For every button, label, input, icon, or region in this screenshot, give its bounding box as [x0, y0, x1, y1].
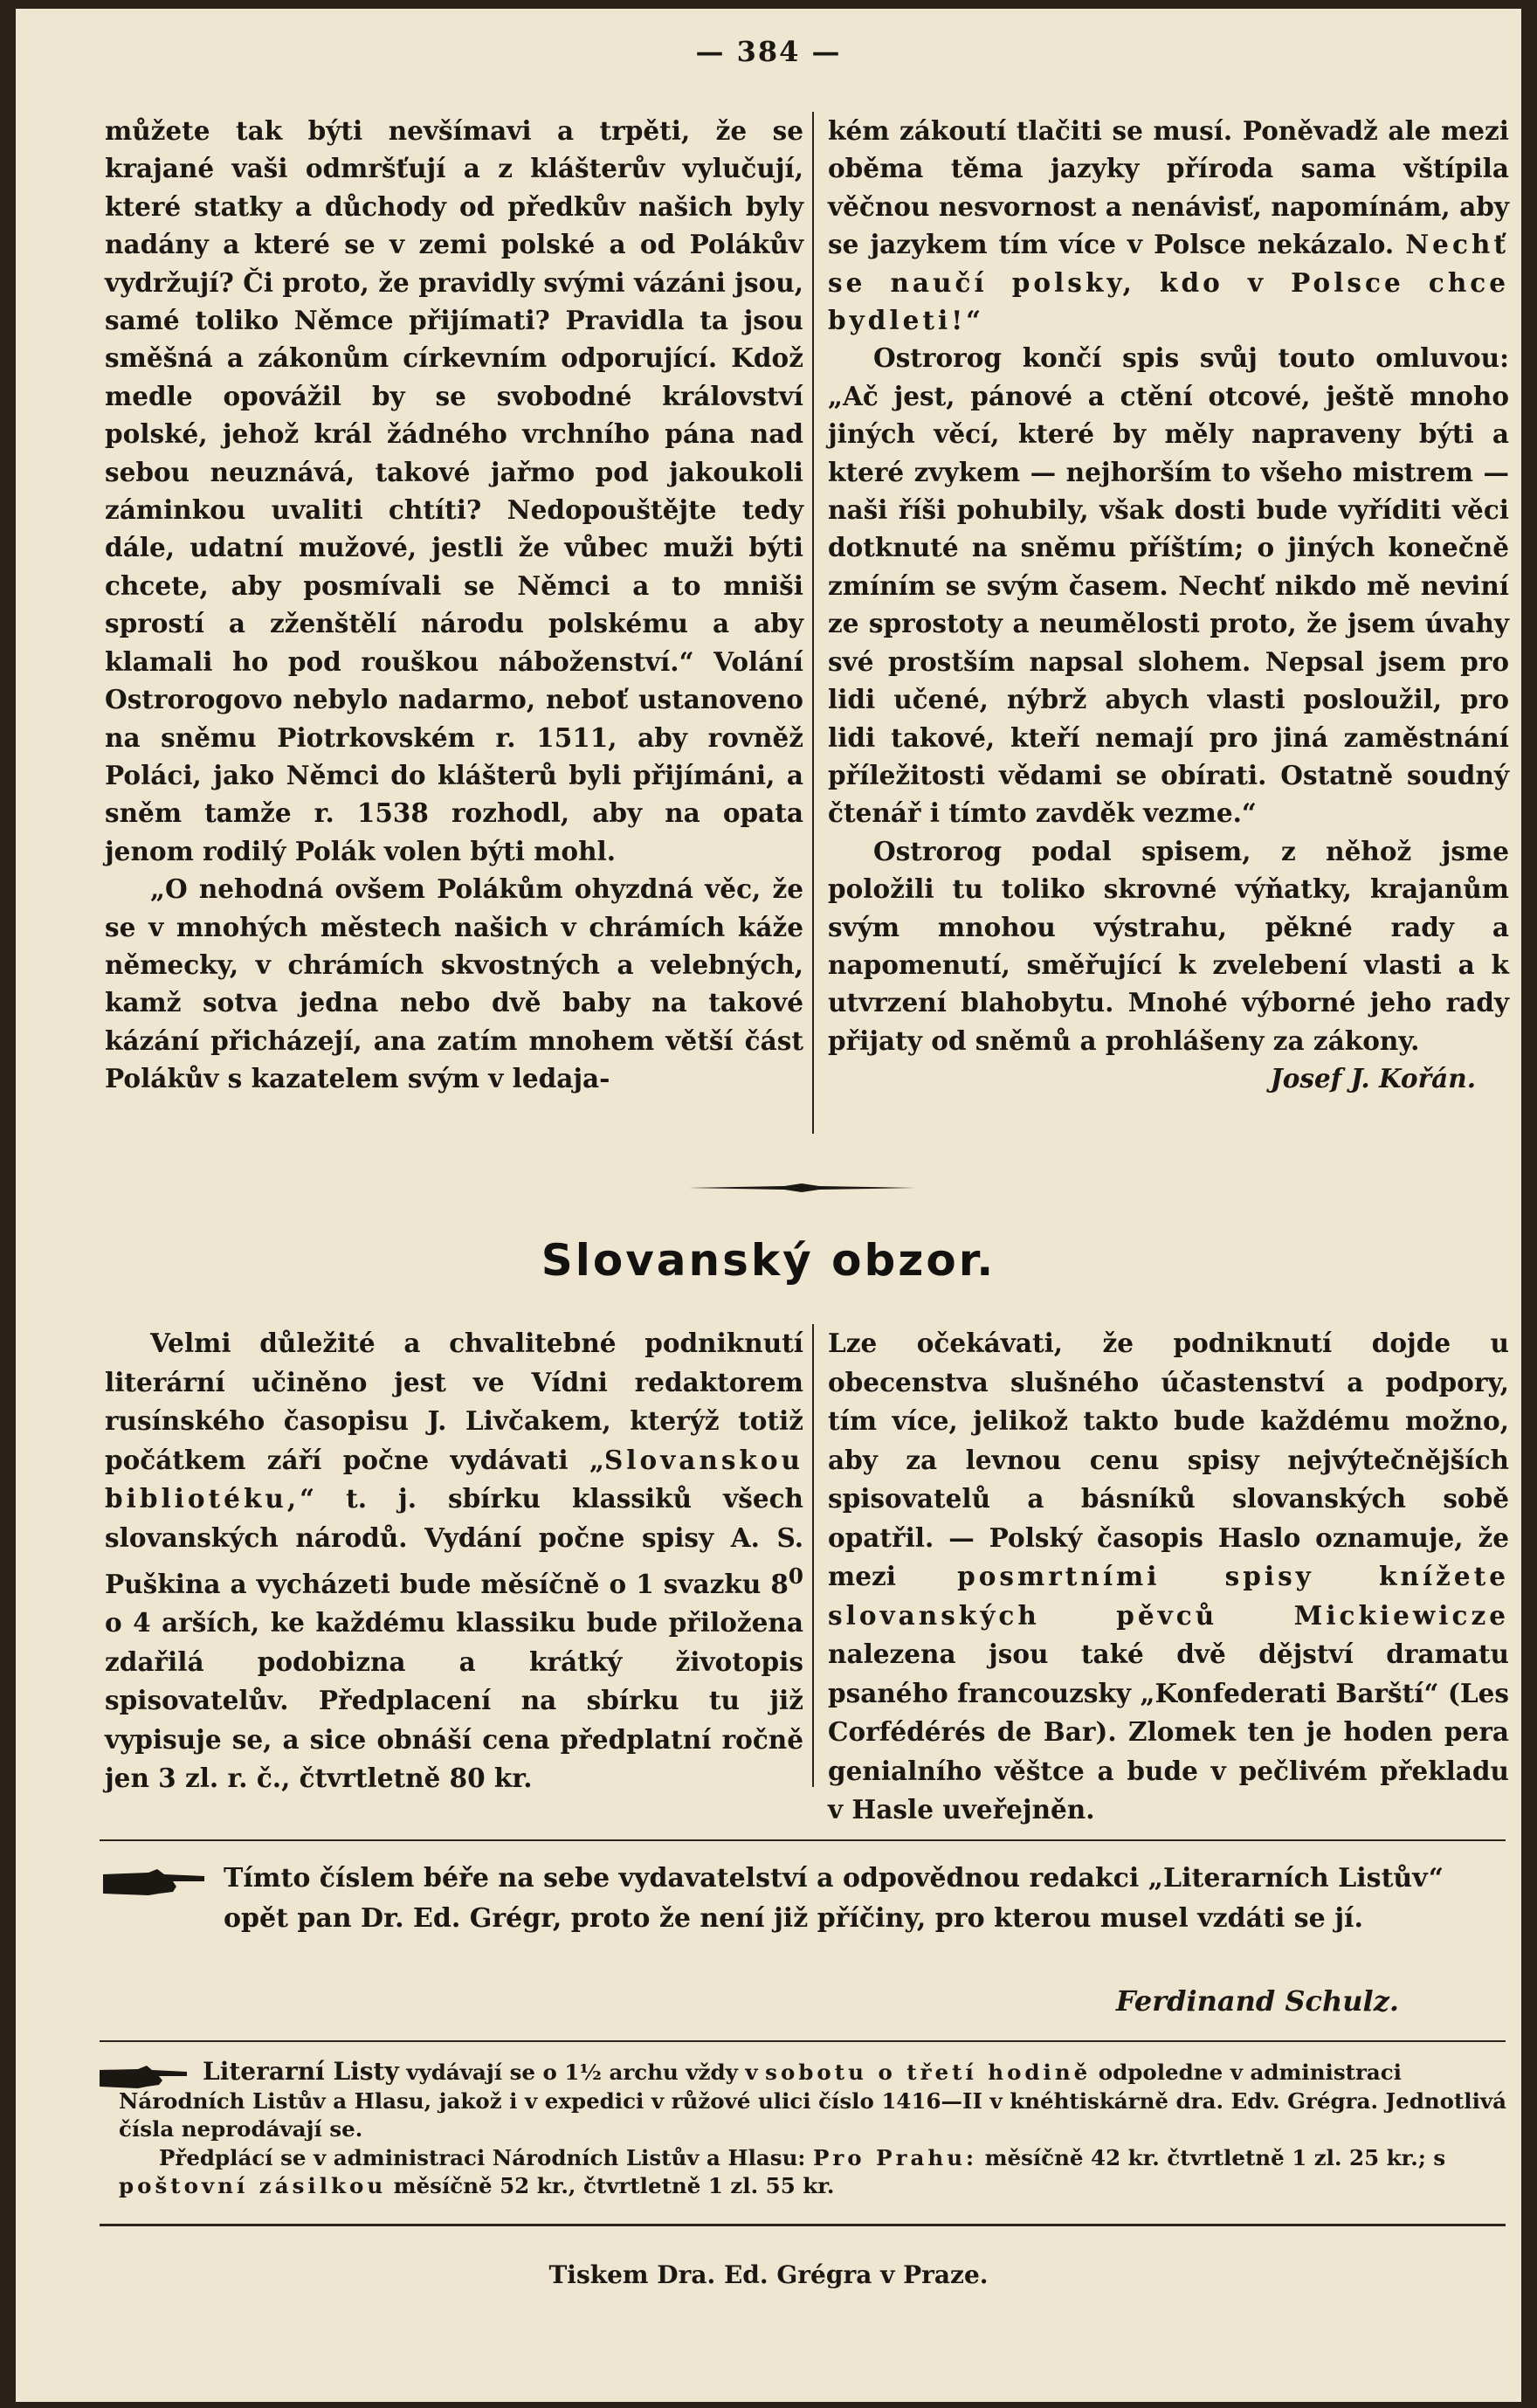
left-column — [105, 112, 803, 1098]
publication-spaced-1: sobotu o třetí hodině — [765, 2060, 1092, 2085]
right-p1-spaced: Nechť se naučí polsky, kdo v Polsce chce bydleti! — [828, 229, 1509, 336]
slav-right-text-1: Lze očekávati, že podniknutí dojde u obecenstva slušného účastenství a podpory, tím více, jelikož takto bude každému možno, aby za levnou cenu spisy nejvýtečnějších spisovatelů a básníků slovanských sobě opatřil. — Polský časopis Haslo oznamuje, že mezi — [828, 1328, 1509, 1591]
publication-text-3: Předplácí se v administraci Národních Listův a Hlasu: — [159, 2144, 813, 2170]
right-paragraph-3: Ostrorog podal spisem, z něhož jsme položili tu toliko skrovné výňatky, krajanům svým mnohou výstrahu, pěkné rady a napomenutí, směřující k zvelebení vlasti a k utvrzení blahobytu. Mnohé výborné jeho rady přijaty od sněmů a prohlášeny za zákony. — [828, 835, 1509, 1056]
publication-text-5: měsíčně 52 kr., čtvrtletně 1 zl. 55 kr. — [386, 2173, 835, 2198]
publication-text-1: vydávají se o 1½ archu vždy v — [398, 2060, 766, 2085]
publication-info — [119, 2058, 1507, 2201]
article-signature: Josef J. Kořán. — [1270, 1063, 1476, 1094]
slav-left-sup: 0 — [788, 1563, 803, 1589]
publication-text-2: odpoledne v administraci Národních Listův a Hlasu, jakož i v expedici v růžové ulici číslo 1416—II v knéhtiskárně dra. Edv. Grégra. Jednotlivá čísla neprodávají se. — [119, 2060, 1507, 2142]
slav-right-spaced: posmrtními spisy knížete slovanských pěvců Mickiewicze — [828, 1561, 1509, 1631]
publication-name: Literarní Listy — [203, 2057, 399, 2086]
slav-right-paragraph — [828, 1324, 1509, 1830]
right-p1-close: “ — [966, 305, 982, 336]
ornament-divider — [688, 1183, 915, 1193]
slav-right-text-2: nalezena jsou také dvě dějství dramatu psaného francouzsky „Konfederati Barští“ (Les Corfédérés de Bar). Zlomek ten je hoden pera genialního věštce a bude v pečlivém překladu v Hasle uveřejněn. — [828, 1639, 1509, 1825]
slav-left-column — [105, 1324, 803, 1798]
slav-right-column — [828, 1324, 1509, 1830]
separator-rule-3 — [100, 2224, 1506, 2226]
printer-imprint: Tiskem Dra. Ed. Grégra v Praze. — [548, 2260, 989, 2289]
right-column — [828, 112, 1509, 1098]
editorial-notice: Tímto číslem béře na sebe vydavatelství a odpovědnou redakci „Literarních Listův“ opět pan Dr. Ed. Grégr, proto že není již příčiny, pro kterou musel vzdáti se jí. — [224, 1863, 1444, 1934]
publication-line-1 — [119, 2058, 1507, 2144]
slav-left-text-3: o 4 arších, ke každému klassiku bude přiložena zdařilá podobizna a krátký životopis spisovatelův. Předplacení na sbírku tu již vypisuje se, a sice obnáší cena předplatní ročně jen 3 zl. r. č., čtvrtletně 80 kr. — [105, 1607, 803, 1794]
pointing-hand-icon — [103, 1867, 208, 1899]
newspaper-page — [16, 9, 1521, 2402]
right-paragraph-1 — [828, 112, 1509, 339]
separator-rule-1 — [100, 1839, 1506, 1841]
slav-left-spaced: Slovanskou bibliotéku, — [105, 1444, 803, 1514]
left-paragraph-2: „O nehodná ovšem Polákům ohyzdná věc, že se v mnohých městech našich v chrámích káže německy, v chrámích skvostných a velebných, kamž sotva jedna nebo dvě baby na takové kázání přicházejí, ana zatím mnohem větší část Polákův s kazatelem svým v ledaja- — [105, 873, 803, 1094]
separator-rule-2 — [100, 2040, 1506, 2042]
right-paragraph-2: Ostrorog končí spis svůj touto omluvou: „Ač jest, pánové a ctění otcové, ještě mnoho jiných věcí, které by měly napraveny býti a které zvykem — nejhorším to všeho mistrem — naši říši pohubily, však dosti bude vyříditi věci dotknuté na sněmu příštím; o jiných konečně zmíním se svým časem. Nechť nikdo mě neviní ze sprostoty a neumělosti proto, že jsem úvahy své prostším napsal slohem. Nepsal jsem pro lidi učené, nýbrž abych vlasti posloužil, pro lidi takové, kteří nemají pro jiná zaměstnání příležitosti vědami se obírati. Ostatně soudný čtenář i tímto zavděk vezme.“ — [828, 342, 1509, 829]
publication-line-2 — [119, 2144, 1507, 2201]
publication-text-4: měsíčně 42 kr. čtvrtletně 1 zl. 25 kr.; s — [977, 2144, 1446, 2170]
slav-left-paragraph — [105, 1324, 803, 1798]
right-p1-text: kém zákoutí tlačiti se musí. Poněvadž ale mezi oběma těma jazyky příroda sama vštípila věčnou nesvornost a nenávisť, napomínám, aby se jazykem tím více v Polsce nekázalo. — [828, 115, 1509, 260]
slav-left-text-1: Velmi důležité a chvalitebné podniknutí literární učiněno jest ve Vídni redaktorem rusínského časopisu J. Livčakem, kterýž totiž počátkem září počne vydávati „ — [105, 1328, 803, 1475]
notice-signature: Ferdinand Schulz. — [1115, 1984, 1399, 2018]
column-divider — [812, 112, 814, 1134]
slav-left-text-2: “ t. j. sbírku klassiků všech slovanských národů. Vydání počne spisy A. S. Puškina a vycházeti bude měsíčně o 1 svazku 8 — [105, 1483, 803, 1599]
left-paragraph-1: můžete tak býti nevšímavi a trpěti, že se krajané vaši odmršťují a z klášterův vylučují, které statky a důchody od předkův našich byly nadány a které se v zemi polské a od Polákův vydržují? Či proto, že pravidly svými vázáni jsou, samé toliko Němce přijímati? Pravidla ta jsou směšná a zákonům církevním odporující. Kdož medle opovážil by se svobodné království polské, jehož král žádného vrchního pána nad sebou neuznává, takové jařmo pod jakoukoli záminkou uvaliti chtíti? Nedopouštějte tedy dále, udatní mužové, jestli že vůbec muži býti chcete, aby posmívali se Němci a to mniši sprostí a zženštělí národu polskému a aby klamali ho pod rouškou náboženství.“ Volání Ostrorogovo nebylo nadarmo, neboť ustanoveno na sněmu Piotrkovském r. 1511, aby rovněž Poláci, jako Němci do klášterů byli přijímáni, a sněm tamže r. 1538 rozhodl, aby na opata jenom rodilý Polák volen býti mohl. — [105, 115, 803, 866]
column-divider-2 — [812, 1324, 814, 1787]
page-number: — 384 — — [695, 35, 842, 68]
section-heading: Slovanský obzor. — [541, 1235, 996, 1286]
publication-spaced-2: Pro Prahu: — [812, 2144, 978, 2170]
publication-spaced-3: poštovní zásilkou — [119, 2173, 387, 2198]
